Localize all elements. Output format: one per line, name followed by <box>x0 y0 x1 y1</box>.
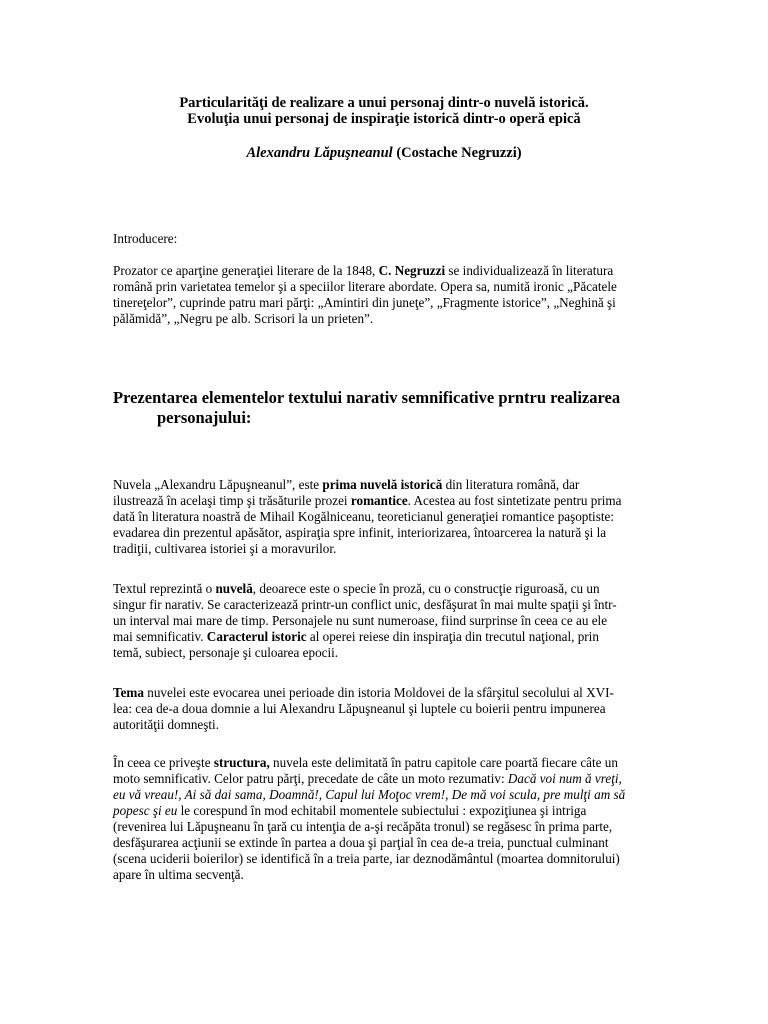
p4-bold-structura: structura, <box>213 756 270 771</box>
intro-text-c: se individualizează în literatura română prin varietatea temelor şi a speciilor literare abordate. Opera sa, numită ironic „Păcatele tinereţelor”, cuprinde patru mari părţi: „Amintiri din juneţe”, „Fragmente istorice”, „Neghină şi pălămidă”, „Negru pe alb. Scrisori la un prieten”. <box>113 264 617 327</box>
p3-text-b: nuvelei este evocarea unei perioade din istoria Moldovei de la sfârşitul secolului al XVI-lea: cea de-a doua domnie a lui Alexandru Lăpuşneanul şi luptele cu boierii pentru impunerea autorităţii domneşti. <box>113 686 614 733</box>
document-title-line-1: Particularităţi de realizare a unui personaj dintr-o nuvelă istorică. <box>179 95 589 111</box>
p3-bold-tema: Tema <box>113 686 144 701</box>
intro-text-a: Prozator ce aparţine generaţiei literare de la 1848, <box>113 264 379 279</box>
p2-text-e: al operei reiese din inspiraţia din trecutul naţional, prin temă, subiect, personaje şi culoarea epocii. <box>113 630 599 661</box>
paragraph-nuvela <box>113 478 625 558</box>
p1-text-a: Nuvela „Alexandru Lăpuşneanul”, este <box>113 478 323 493</box>
author-name-bold: C. Negruzzi <box>378 264 446 279</box>
work-author: (Costache Negruzzi) <box>392 145 522 161</box>
p1-bold-romantice: romantice <box>350 494 408 509</box>
p4-italic-moto: Dacă voi num ă vreţi, eu vă vreau!, Ai să dai sama, Doamnă!, Capul lui Moţoc vrem!, De mă voi scula, pre mulţi am să popesc şi eu <box>113 772 626 819</box>
work-title-name: Alexandru Lăpuşneanul <box>246 145 393 161</box>
section-heading-line-2: personajului: <box>157 408 252 427</box>
p4-text-a: În ceea ce priveşte <box>113 756 214 771</box>
p2-text-c: , deoarece este o specie în proză, cu o construcţie riguroasă, cu un singur fir narativ. Se caracterizează printr-un conflict unic, desfăşurat în mai multe spaţii şi într-un interval mai mare de timp. Personajele nu sunt numeroase, fiind surprinse în ceea ce au ele mai semnificativ. <box>113 582 617 645</box>
paragraph-specie <box>113 582 625 662</box>
p2-text-a: Textul reprezintă o <box>113 582 216 597</box>
intro-paragraph <box>113 264 625 328</box>
p1-bold-prima-nuvela: prima nuvelă istorică <box>322 478 443 493</box>
paragraph-tema <box>113 686 625 734</box>
p1-text-e: . Acestea au fost sintetizate pentru prima dată în literatura noastră de Mihail Kogălniceanu, teoreticianul generaţiei romantice paşoptiste: evadarea din prezentul apăsător, aspiraţia spre infinit, interiorizarea, întoarcerea la natură şi la tradiţii, cultivarea istoriei şi a moravurilor. <box>113 494 622 557</box>
p2-bold-caracterul-istoric: Caracterul istoric <box>206 630 307 645</box>
p4-text-e: le corespund în mod echitabil momentele subiectului : expoziţiunea şi intriga (revenirea lui Lăpuşneanu în ţară cu intenţia de a-şi recăpăta tronul) se regăsesc în prima parte, desfăşurarea acţiunii se extinde în partea a doua şi parţial în cea de-a treia, punctual culminant (scena uciderii boierilor) se identifică în a treia parte, iar deznodământul (moartea domnitorului) apare în ultima secvenţă. <box>113 804 620 883</box>
p1-text-c: din literatura română, dar ilustrează în acelaşi timp şi trăsăturile prozei <box>113 478 580 509</box>
p4-text-c: nuvela este delimitată în patru capitole care poartă fiecare câte un moto semnificativ. Celor patru părţi, precedate de câte un moto rezumativ: <box>113 756 618 787</box>
document-title-line-2: Evoluţia unui personaj de inspiraţie istorică dintr-o operă epică <box>187 111 581 127</box>
section-heading <box>113 388 673 428</box>
work-title <box>0 144 768 162</box>
section-heading-line-1: Prezentarea elementelor textului narativ semnificative prntru realizarea <box>113 388 621 407</box>
paragraph-structura <box>113 756 625 884</box>
p2-bold-nuvela: nuvelă <box>215 582 253 597</box>
intro-label: Introducere: <box>113 232 178 247</box>
